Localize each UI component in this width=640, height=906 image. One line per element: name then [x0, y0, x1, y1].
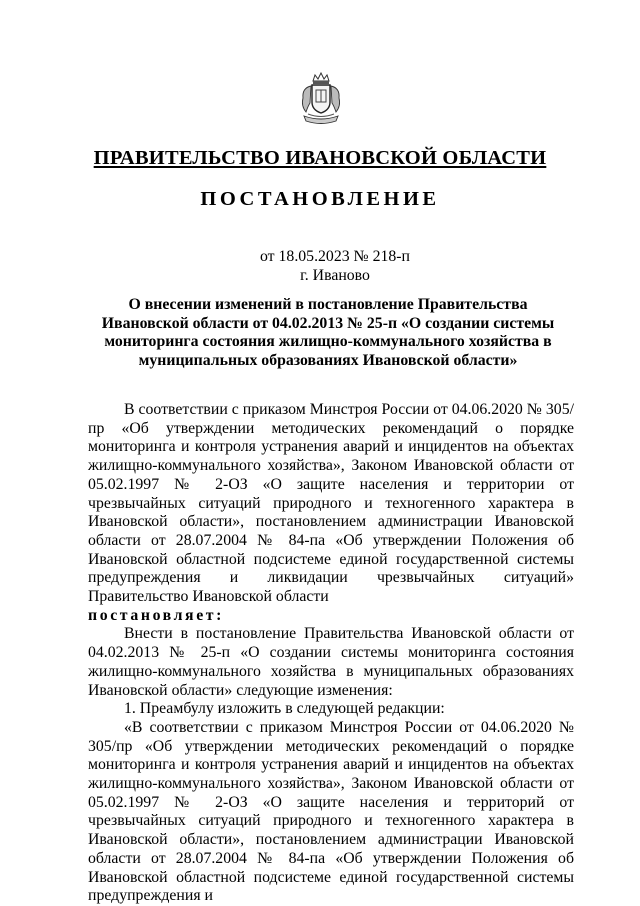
decree-date-number: от 18.05.2023 № 218-п: [259, 248, 410, 265]
amend-paragraph: Внести в постановление Правительства Ивановской области от 04.02.2013 № 25-п «О создании системы мониторинга состояния жилищно-коммунального хозяйства в муниципальных образованиях Ивановской области» следующие изменения:: [88, 625, 574, 699]
decree-subject: О внесении изменений в постановление Правительства Ивановской области от 04.02.2013 № 25-п «О создании системы мониторинга состояния жилищно-коммунального хозяйства в муниципальных образованиях Ивановской области»: [101, 296, 555, 369]
document-type: ПОСТАНОВЛЕНИЕ: [200, 188, 440, 210]
decree-city: г. Иваново: [300, 267, 370, 284]
preamble-paragraph: В соответствии с приказом Минстроя России от 04.06.2020 № 305/пр «Об утверждении методических рекомендаций о порядке мониторинга и контроля устранения аварий и инцидентов на объектах жилищно-коммунального хозяйства», Законом Ивановской области от 05.02.1997 № 2-ОЗ «О защите населения и территории от чрезвычайных ситуаций природного и техногенного характера в Ивановской области», постановлением администрации Ивановской области от 28.07.2004 № 84-па «Об утверждении Положения об Ивановской областной подсистеме единой государственной системы предупреждения и ликвидации чрезвычайных ситуаций» Правительство Ивановской области: [88, 401, 574, 606]
quote-paragraph: «В соответствии с приказом Минстроя России от 04.06.2020 № 305/пр «Об утверждении методических рекомендаций о порядке мониторинга и контроля устранения аварий и инцидентов на объектах жилищно-коммунального хозяйства», Законом Ивановской области от 05.02.1997 № 2-ОЗ «О защите населения и территорий от чрезвычайных ситуаций природного и техногенного характера в Ивановской области», постановлением администрации Ивановской области от 28.07.2004 № 84-па «Об утверждении Положения об Ивановской областной подсистеме единой государственной системы предупреждения и: [88, 718, 574, 905]
item-1-paragraph: 1. Преамбулу изложить в следующей редакции:: [124, 700, 445, 718]
decree-body: [88, 401, 574, 906]
resolves-word: постановляет:: [88, 606, 225, 624]
coat-of-arms-icon: [296, 72, 346, 128]
organization-title: ПРАВИТЕЛЬСТВО ИВАНОВСКОЙ ОБЛАСТИ: [93, 147, 547, 169]
